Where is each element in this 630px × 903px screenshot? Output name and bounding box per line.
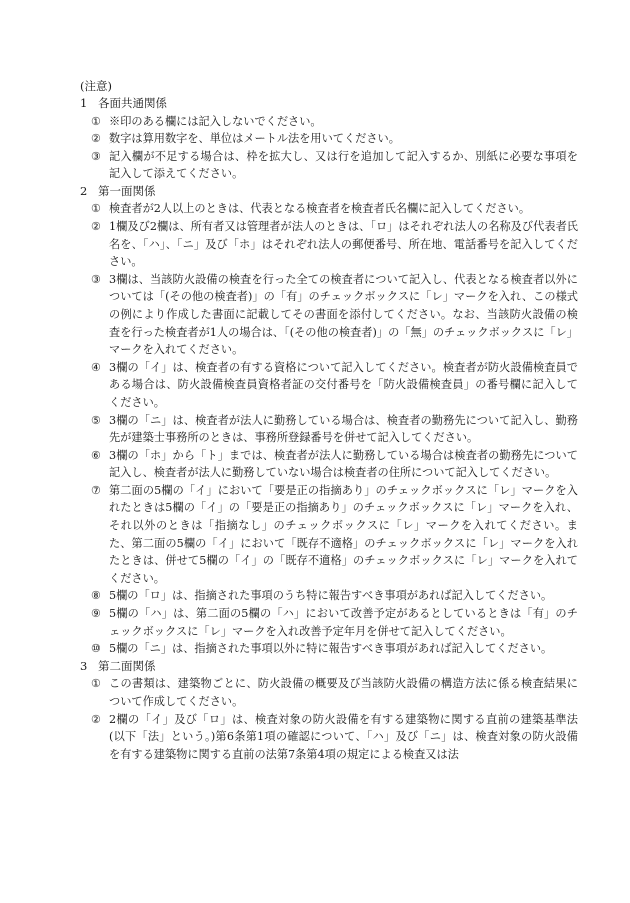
item-mark: ② [91, 132, 102, 146]
item-mark: ⑤ [91, 413, 102, 427]
item-mark: ② [91, 712, 102, 726]
item-mark: ⑦ [91, 483, 102, 497]
section-page-two [80, 658, 578, 763]
item-text: 第二面の5欄の「イ」において「要是正の指摘あり」のチェックボックスに「レ」マークを入れたときは5欄の「イ」の「要是正の指摘あり」のチェックボックスに「レ」マークを入れ、それ以外のときは「指摘なし」のチェックボックスに「レ」マークを入れてください。また、第二面の5欄の「イ」において「既存不適格」のチェックボックスに「レ」マークを入れたときは、併せて5欄の「イ」の「既存不適格」のチェックボックスに「レ」マークを入れてください。 [109, 483, 578, 585]
item-mark: ① [91, 202, 102, 216]
section-title: 第一面関係 [98, 183, 156, 198]
section-heading [80, 183, 578, 201]
list-item [80, 640, 578, 658]
list-item [80, 113, 578, 131]
item-text: 記入欄が不足する場合は、枠を拡大し、又は行を追加して記入するか、別紙に必要な事項を記入して添えてください。 [109, 149, 578, 181]
item-mark: ① [91, 677, 102, 691]
section-title: 第二面関係 [98, 658, 156, 673]
item-mark: ① [91, 114, 102, 128]
item-text: ※印のある欄には記入しないでください。 [109, 114, 322, 128]
item-text: この書類は、建築物ごとに、防火設備の概要及び当該防火設備の構造方法に係る検査結果について作成してください。 [109, 677, 578, 708]
list-item [80, 447, 578, 482]
item-mark: ⑥ [91, 448, 102, 462]
item-mark: ③ [91, 272, 102, 286]
item-text: 5欄の「ニ」は、指摘された事項以外に特に報告すべき事項があれば記入してください。 [109, 642, 553, 656]
item-text: 3欄の「ニ」は、検査者が法人に勤務している場合は、検査者の勤務先について記入し、勤務先が建築士事務所のときは、事務所登録番号を併せて記入してください。 [109, 413, 578, 445]
item-text: 1欄及び2欄は、所有者又は管理者が法人のときは、「ロ」はそれぞれ法人の名称及び代表者氏名を、「ハ」、「ニ」及び「ホ」はそれぞれ法人の郵便番号、所在地、電話番号を記入してください。 [109, 219, 578, 269]
item-text: 3欄は、当該防火設備の検査を行った全ての検査者について記入し、代表となる検査者以外については「(その他の検査者)」の「有」のチェックボックスに「レ」マークを入れ、この様式の例により作成した書面に記載してその書面を添付してください。なお、当該防火設備の検査を行った検査者が1人の場合は、「(その他の検査者)」の「無」のチェックボックスに「レ」マークを入れてください。 [109, 272, 578, 357]
list-item [80, 359, 578, 412]
list-item [80, 675, 578, 710]
item-text: 5欄の「ロ」は、指摘された事項のうち特に報告すべき事項があれば記入してください。 [109, 589, 553, 603]
list-item [80, 605, 578, 640]
item-text: 5欄の「ハ」は、第二面の5欄の「ハ」において改善予定があるとしているときは「有」のチェックボックスに「レ」マークを入れ改善予定年月を併せて記入してください。 [109, 607, 578, 638]
section-heading [80, 95, 578, 113]
item-mark: ⑨ [91, 607, 102, 621]
list-item [80, 587, 578, 605]
item-mark: ⑩ [91, 642, 102, 656]
list-item [80, 130, 578, 148]
section-title: 各面共通関係 [98, 96, 167, 110]
item-mark: ③ [91, 149, 102, 163]
list-item [80, 271, 578, 359]
list-item [80, 711, 578, 764]
item-text: 3欄の「イ」は、検査者の有する資格について記入してください。検査者が防火設備検査員である場合は、防火設備検査員資格者証の交付番号を「防火設備検査員」の番号欄に記入してください。 [109, 360, 578, 409]
section-number: 3 [80, 658, 88, 673]
list-item [80, 148, 578, 183]
item-text: 3欄の「ホ」から「ト」までは、検査者が法人に勤務している場合は検査者の勤務先について記入し、検査者が法人に勤務していない場合は検査者の住所について記入してください。 [109, 448, 578, 480]
section-page-one [80, 183, 578, 658]
notes-title: (注意) [80, 79, 112, 93]
list-item [80, 200, 578, 218]
item-mark: ⑧ [91, 589, 102, 603]
list-item [80, 218, 578, 271]
item-text: 数字は算用数字を、単位はメートル法を用いてください。 [109, 132, 400, 146]
item-mark: ④ [91, 360, 102, 374]
section-heading [80, 658, 578, 676]
list-item [80, 412, 578, 447]
item-mark: ② [91, 219, 102, 233]
section-number: 1 [80, 96, 88, 110]
item-text: 2欄の「イ」及び「ロ」は、検査対象の防火設備を有する建築物に関する直前の建築基準法(以下「法」という。)第6条第1項の確認について、「ハ」及び「ニ」は、検査対象の防火設備を有する建築物に関する直前の法第7条第4項の規定による検査又は法 [109, 712, 578, 761]
section-number: 2 [80, 183, 88, 198]
section-common [80, 95, 578, 183]
item-text: 検査者が2人以上のときは、代表となる検査者を検査者氏名欄に記入してください。 [109, 202, 531, 216]
list-item [80, 482, 578, 588]
